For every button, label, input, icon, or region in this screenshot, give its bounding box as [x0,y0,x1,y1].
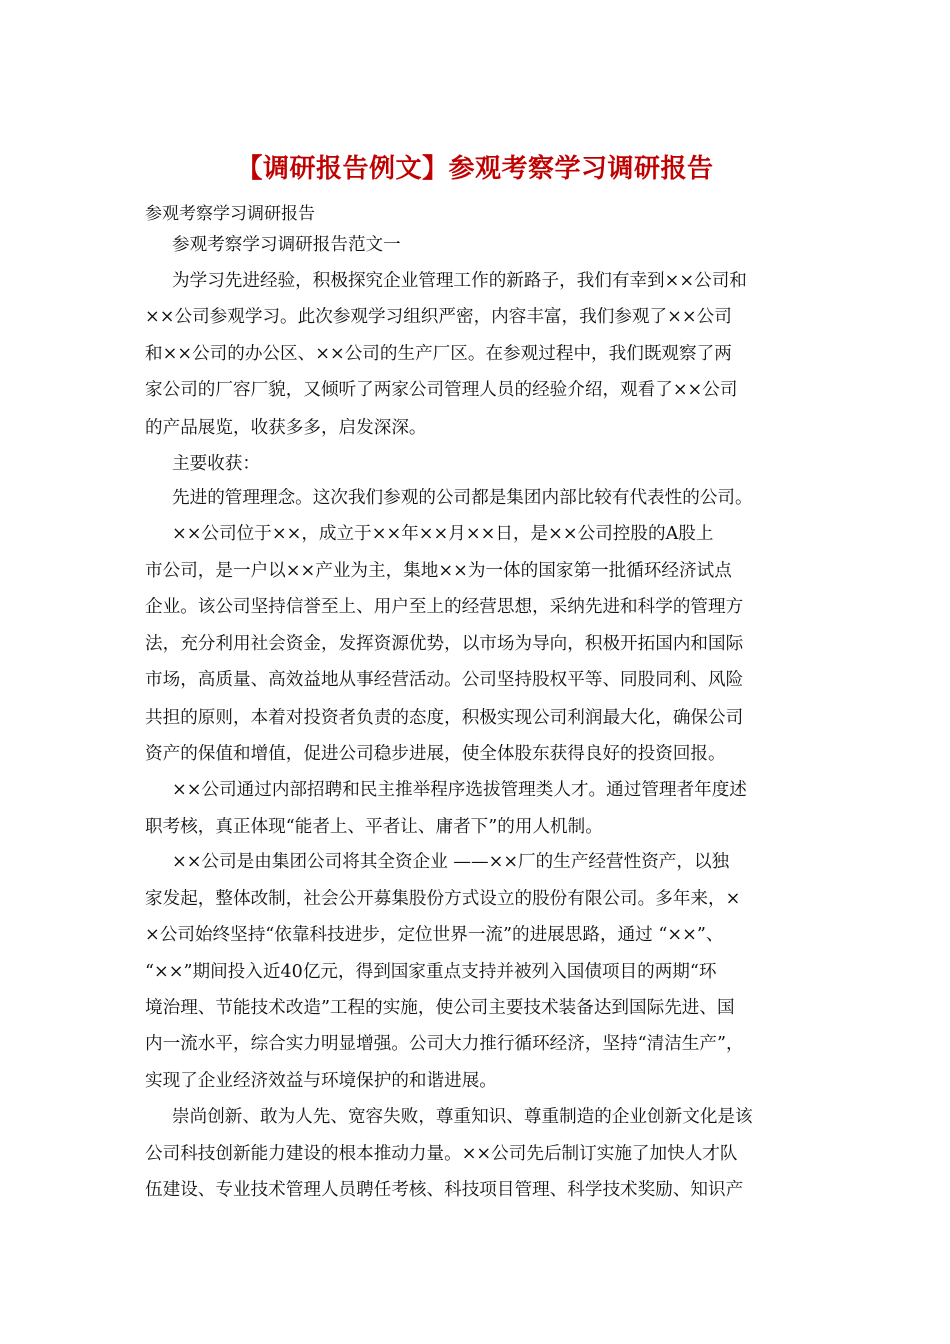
text-line: 企业。该公司坚持信誉至上、用户至上的经营思想，采纳先进和科学的管理方 [145,597,744,617]
text-line: 法，充分利用社会资金，发挥资源优势，以市场为导向，积极开拓国内和国际 [145,634,744,654]
text-line: 伍建设、专业技术管理人员聘任考核、科技项目管理、科学技术奖励、知识产 [145,1180,744,1200]
document-title: 【调研报告例文】参观考察学习调研报告 [236,154,714,184]
text-line: ××公司参观学习。此次参观学习组织严密，内容丰富，我们参观了××公司 [145,307,732,327]
text-line: 家发起，整体改制，社会公开募集股份方式设立的股份有限公司。多年来，× [145,889,741,909]
text-line: 家公司的厂容厂貌，又倾听了两家公司管理人员的经验介绍，观看了××公司 [145,380,738,400]
text-line: 内一流水平，综合实力明显增强。公司大力推行循环经济，坚持“清洁生产”， [145,1034,744,1054]
text-line: 境治理、节能技术改造”工程的实施，使公司主要技术装备达到国际先进、国 [145,998,735,1018]
text-line: ××公司位于××，成立于××年××月××日，是××公司控股的A股上 [172,524,714,544]
text-line: 和××公司的办公区、××公司的生产厂区。在参观过程中，我们既观察了两 [145,344,732,364]
text-line: 市公司，是一户以××产业为主，集地××为一体的国家第一批循环经济试点 [145,561,732,581]
text-line: “××”期间投入近40亿元，得到国家重点支持并被列入国债项目的两期“环 [145,962,717,982]
text-line: ××公司是由集团公司将其全资企业 ——××厂的生产经营性资产，以独 [172,852,730,872]
text-line: 市场，高质量、高效益地从事经营活动。公司坚持股权平等、同股同利、风险 [145,670,744,690]
document-subtitle: 参观考察学习调研报告 [145,204,315,224]
text-line: 参观考察学习调研报告范文一 [172,235,401,255]
text-line: 公司科技创新能力建设的根本推动力量。××公司先后制订实施了加快人才队 [145,1144,738,1164]
text-line: 主要收获： [172,454,260,474]
text-line: ××公司通过内部招聘和民主推举程序选拔管理类人才。通过管理者年度述 [172,780,747,800]
text-line: 职考核，真正体现“能者上、平者让、庸者下”的用人机制。 [145,817,603,837]
text-line: 实现了企业经济效益与环境保护的和谐进展。 [145,1071,497,1091]
text-line: 为学习先进经验，积极探究企业管理工作的新路子，我们有幸到××公司和 [172,271,747,291]
text-line: 先进的管理理念。这次我们参观的公司都是集团内部比较有代表性的公司。 [172,488,753,508]
text-line: 资产的保值和增值，促进公司稳步进展，使全体股东获得良好的投资回报。 [145,744,726,764]
text-line: ×公司始终坚持“依靠科技进步，定位世界一流”的进展思路，通过 “××”、 [145,925,724,945]
text-line: 崇尚创新、敢为人先、宽容失败，尊重知识、尊重制造的企业创新文化是该 [172,1107,753,1127]
text-line: 的产品展览，收获多多，启发深深。 [145,418,427,438]
text-line: 共担的原则，本着对投资者负责的态度，积极实现公司利润最大化，确保公司 [145,708,744,728]
